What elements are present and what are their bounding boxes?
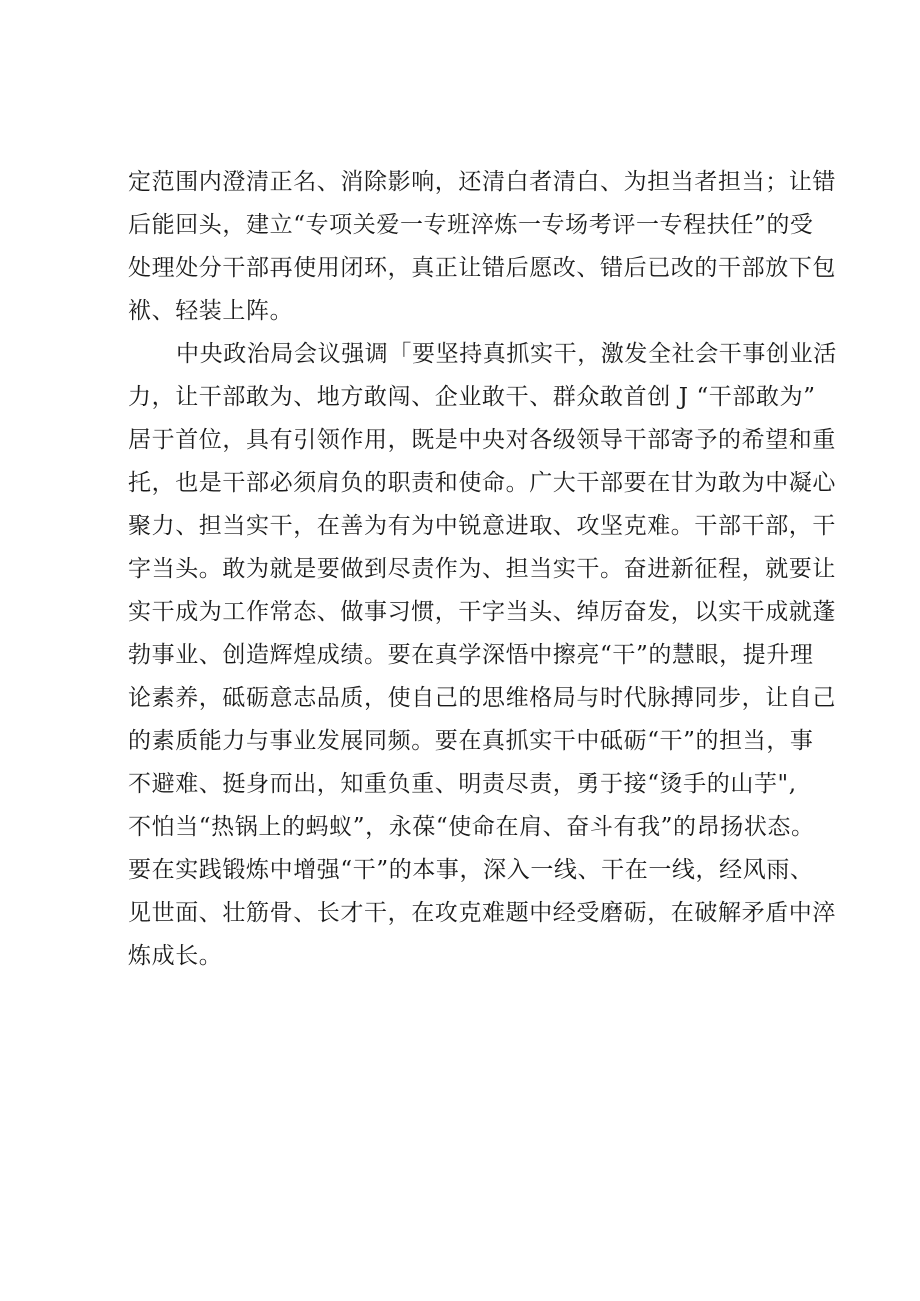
paragraph-line: 不避难、挺身而出，知重负重、明责尽责，勇于接“烫手的山芋", bbox=[128, 771, 797, 797]
paragraph-line: 见世面、壮筋骨、长才干，在攻克难题中经受磨砺，在破解矛盾中淬 bbox=[128, 900, 836, 926]
paragraph-line: 力，让干部敢为、地方敢闯、企业敢干、群众敢首创 J “干部敢为” bbox=[128, 384, 816, 410]
paragraph-line: 后能回头，建立“专项关爱一专班淬炼一专场考评一专程扶任”的受 bbox=[128, 212, 814, 238]
paragraph-line: 中央政治局会议强调「要坚持真抓实干，激发全社会干事创业活 bbox=[176, 341, 837, 367]
paragraph-line: 处理处分干部再使用闭环，真正让错后愿改、错后已改的干部放下包 bbox=[128, 255, 836, 281]
paragraph-line: 不怕当“热锅上的蚂蚁”，永葆“使命在肩、奋斗有我”的昂扬状态。 bbox=[128, 814, 815, 840]
paragraph-line: 论素养，砥砺意志品质，使自己的思维格局与时代脉搏同步，让自己 bbox=[128, 685, 836, 711]
paragraph-line: 的素质能力与事业发展同频。要在真抓实干中砥砺“干”的担当，事 bbox=[128, 728, 814, 754]
paragraph-line: 要在实践锻炼中增强“干”的本事，深入一线、干在一线，经风雨、 bbox=[128, 857, 814, 883]
paragraph-line: 炼成长。 bbox=[128, 943, 223, 969]
paragraph-line: 聚力、担当实干，在善为有为中锐意进取、攻坚克难。干部干部，干 bbox=[128, 513, 836, 539]
paragraph-line: 定范围内澄清正名、消除影响，还清白者清白、为担当者担当；让错 bbox=[128, 169, 836, 195]
paragraph-line: 居于首位，具有引领作用，既是中央对各级领导干部寄予的希望和重 bbox=[128, 427, 836, 453]
paragraph-line: 字当头。敢为就是要做到尽责作为、担当实干。奋进新征程，就要让 bbox=[128, 556, 836, 582]
paragraph-line: 勃事业、创造辉煌成绩。要在真学深悟中擦亮“干”的慧眼，提升理 bbox=[128, 642, 814, 668]
paragraph-line: 实干成为工作常态、做事习惯，干字当头、绰厉奋发，以实干成就蓬 bbox=[128, 599, 836, 625]
paragraph-line: 托，也是干部必须肩负的职责和使命。广大干部要在甘为敢为中凝心 bbox=[128, 470, 836, 496]
paragraph-line: 袱、轻装上阵。 bbox=[128, 298, 294, 324]
